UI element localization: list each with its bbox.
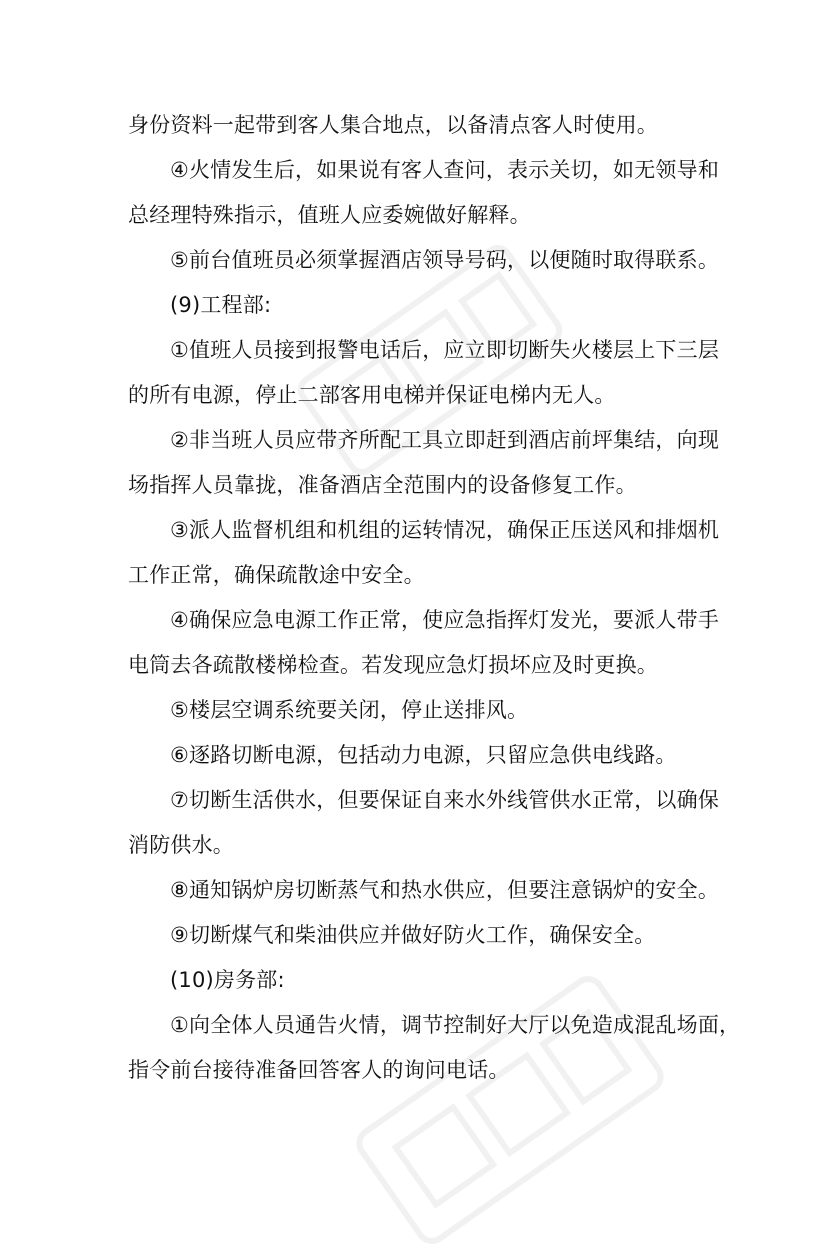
text-line: 电筒去各疏散楼梯检查。若发现应急灯损坏应及时更换。 — [128, 653, 658, 677]
text-line: ①值班人员接到报警电话后，应立即切断失火楼层上下三层 — [170, 338, 720, 362]
text-line: ⑨切断煤气和柴油供应并做好防火工作，确保安全。 — [170, 923, 656, 947]
text-line: ⑤楼层空调系统要关闭，停止送排风。 — [170, 698, 529, 722]
text-line: ④火情发生后，如果说有客人查问，表示关切，如无领导和 — [170, 158, 720, 182]
text-line: 消防供水。 — [128, 833, 234, 857]
text-line: ⑧通知锅炉房切断蒸气和热水供应，但要注意锅炉的安全。 — [170, 878, 720, 902]
text-line: ②非当班人员应带齐所配工具立即赶到酒店前坪集结，向现 — [170, 428, 720, 452]
text-line: ④确保应急电源工作正常，使应急指挥灯发光，要派人带手 — [170, 608, 720, 632]
text-line: ⑥逐路切断电源，包括动力电源，只留应急供电线路。 — [170, 743, 677, 767]
text-line: ⑤前台值班员必须掌握酒店领导号码，以便随时取得联系。 — [170, 248, 720, 272]
text-line: 工作正常，确保疏散途中安全。 — [128, 563, 425, 587]
text-line: 指令前台接待准备回答客人的询问电话。 — [128, 1058, 510, 1082]
text-line: 总经理特殊指示，值班人应委婉做好解释。 — [128, 203, 531, 227]
text-line: (10)房务部: — [170, 968, 285, 992]
document-body — [128, 103, 741, 1093]
text-line: 身份资料一起带到客人集合地点，以备清点客人时使用。 — [128, 113, 658, 137]
text-line: ①向全体人员通告火情，调节控制好大厅以免造成混乱场面， — [170, 1013, 741, 1037]
text-line: 场指挥人员靠拢，准备酒店全范围内的设备修复工作。 — [128, 473, 637, 497]
text-line: ⑦切断生活供水，但要保证自来水外线管供水正常，以确保 — [170, 788, 720, 812]
text-line: ③派人监督机组和机组的运转情况，确保正压送风和排烟机 — [170, 518, 720, 542]
text-line: 的所有电源，停止二部客用电梯并保证电梯内无人。 — [128, 383, 616, 407]
text-line: (9)工程部: — [170, 293, 272, 317]
